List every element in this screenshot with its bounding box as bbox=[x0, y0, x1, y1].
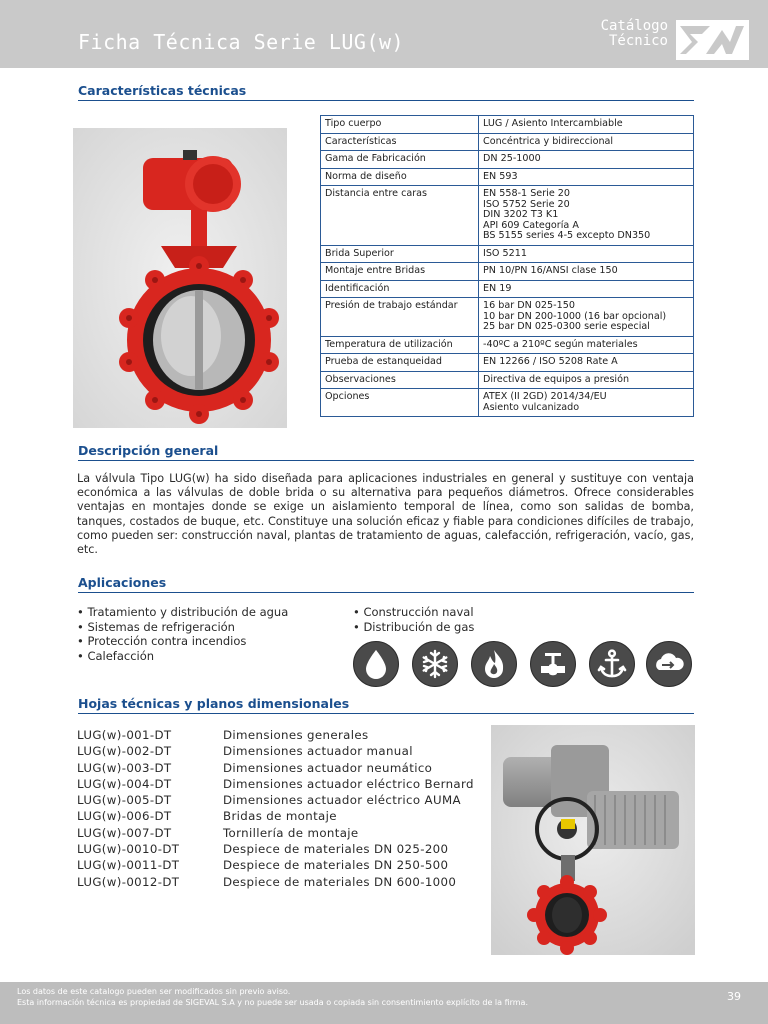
sheet-code: LUG(w)-003-DT bbox=[77, 760, 172, 775]
spec-key: Presión de trabajo estándar bbox=[321, 298, 479, 337]
sheet-code: LUG(w)-006-DT bbox=[77, 809, 172, 824]
list-item bbox=[77, 825, 474, 841]
sheet-code: LUG(w)-0010-DT bbox=[77, 842, 180, 857]
list-item: • Tratamiento y distribución de agua bbox=[77, 605, 288, 620]
spec-key: Prueba de estanqueidad bbox=[321, 354, 479, 372]
catalog-label-line2: Técnico bbox=[608, 33, 668, 49]
list-item: • Construcción naval bbox=[353, 605, 474, 620]
spec-value: LUG / Asiento Intercambiable bbox=[479, 116, 694, 134]
applications-list-right bbox=[353, 605, 474, 634]
section-title-sheets: Hojas técnicas y planos dimensionales bbox=[78, 696, 694, 714]
page-header bbox=[0, 0, 768, 68]
spec-value: EN 19 bbox=[479, 280, 694, 298]
snowflake-icon bbox=[412, 641, 458, 687]
table-row bbox=[321, 245, 694, 263]
table-row bbox=[321, 151, 694, 169]
list-item bbox=[77, 760, 474, 776]
table-row bbox=[321, 298, 694, 337]
spec-value: Directiva de equipos a presión bbox=[479, 371, 694, 389]
spec-key: Montaje entre Bridas bbox=[321, 263, 479, 281]
sheet-description: Dimensiones actuador eléctrico AUMA bbox=[223, 793, 461, 808]
table-row bbox=[321, 389, 694, 417]
spec-value: ISO 5211 bbox=[479, 245, 694, 263]
spec-value: EN 558-1 Serie 20 ISO 5752 Serie 20 DIN 3202 T3 K1 API 609 Categoría A BS 5155 series 4-5 excepto DN350 bbox=[479, 186, 694, 246]
company-logo bbox=[676, 20, 749, 60]
list-item bbox=[77, 776, 474, 792]
section-title-description: Descripción general bbox=[78, 443, 694, 461]
table-row bbox=[321, 336, 694, 354]
footer-line1: Los datos de este catalogo pueden ser modificados sin previo aviso. bbox=[17, 987, 291, 996]
spec-value: Concéntrica y bidireccional bbox=[479, 133, 694, 151]
list-item: • Protección contra incendios bbox=[77, 634, 288, 649]
list-item bbox=[77, 743, 474, 759]
spec-value: PN 10/PN 16/ANSI clase 150 bbox=[479, 263, 694, 281]
spec-value: 16 bar DN 025-150 10 bar DN 200-1000 (16 bar opcional) 25 bar DN 025-0300 serie especial bbox=[479, 298, 694, 337]
table-row bbox=[321, 354, 694, 372]
sheet-code: LUG(w)-007-DT bbox=[77, 825, 172, 840]
applications-list-left bbox=[77, 605, 288, 663]
table-row bbox=[321, 263, 694, 281]
spec-value: DN 25-1000 bbox=[479, 151, 694, 169]
sheet-description: Despiece de materiales DN 600-1000 bbox=[223, 874, 457, 889]
spec-key: Identificación bbox=[321, 280, 479, 298]
list-item bbox=[77, 808, 474, 824]
spec-value: EN 12266 / ISO 5208 Rate A bbox=[479, 354, 694, 372]
sheet-code: LUG(w)-004-DT bbox=[77, 776, 172, 791]
spec-key: Gama de Fabricación bbox=[321, 151, 479, 169]
spec-value: ATEX (II 2GD) 2014/34/EU Asiento vulcanizado bbox=[479, 389, 694, 417]
sheet-code: LUG(w)-001-DT bbox=[77, 728, 172, 742]
spec-key: Distancia entre caras bbox=[321, 186, 479, 246]
water-drop-icon bbox=[353, 641, 399, 687]
page-title: Ficha Técnica Serie LUG(w) bbox=[78, 30, 405, 54]
sheet-description: Dimensiones actuador eléctrico Bernard bbox=[223, 776, 474, 791]
spec-value: -40ºC a 210ºC según materiales bbox=[479, 336, 694, 354]
spec-key: Temperatura de utilización bbox=[321, 336, 479, 354]
valve-electric-photo bbox=[491, 725, 695, 955]
sheet-description: Dimensiones actuador neumático bbox=[223, 760, 433, 775]
catalog-label bbox=[601, 19, 668, 49]
spec-value: EN 593 bbox=[479, 168, 694, 186]
catalog-label-line1: Catálogo bbox=[600, 18, 668, 34]
sheet-description: Bridas de montaje bbox=[223, 809, 337, 824]
spec-key: Tipo cuerpo bbox=[321, 116, 479, 134]
list-item bbox=[77, 727, 474, 743]
section-title-specs: Características técnicas bbox=[78, 83, 694, 101]
list-item: • Calefacción bbox=[77, 649, 288, 664]
page-number: 39 bbox=[727, 990, 741, 1003]
table-row bbox=[321, 186, 694, 246]
page-footer bbox=[0, 982, 768, 1024]
section-title-applications: Aplicaciones bbox=[78, 575, 694, 593]
list-item bbox=[77, 841, 474, 857]
sheet-description: Tornillería de montaje bbox=[223, 825, 359, 840]
spec-key: Características bbox=[321, 133, 479, 151]
spec-key: Norma de diseño bbox=[321, 168, 479, 186]
flame-icon bbox=[471, 641, 517, 687]
list-item bbox=[77, 874, 474, 890]
table-row bbox=[321, 168, 694, 186]
footer-line2: Esta información técnica es propiedad de SIGEVAL S.A y no puede ser usada o copiada sin consentimiento explícito de la firma. bbox=[17, 998, 529, 1007]
list-item: • Distribución de gas bbox=[353, 620, 474, 635]
sheet-code: LUG(w)-002-DT bbox=[77, 744, 172, 759]
table-row bbox=[321, 280, 694, 298]
spec-table bbox=[320, 115, 694, 417]
spec-key: Opciones bbox=[321, 389, 479, 417]
spec-key: Brida Superior bbox=[321, 245, 479, 263]
sheet-code: LUG(w)-005-DT bbox=[77, 793, 172, 808]
sheet-description: Despiece de materiales DN 025-200 bbox=[223, 842, 449, 857]
sheet-code: LUG(w)-0011-DT bbox=[77, 858, 180, 873]
sheet-description: Despiece de materiales DN 250-500 bbox=[223, 858, 449, 873]
footer-disclaimer bbox=[17, 986, 528, 1008]
valve-pneumatic-photo bbox=[73, 128, 287, 428]
description-text: La válvula Tipo LUG(w) ha sido diseñada para aplicaciones industriales en general y sustituye con ventaja económica a las válvulas de doble brida o su alternativa para pequeños diámetros. Ofrece considerables ventajas en montajes donde se exige un aislamiento temporal de línea, como son salidas de bomba, tanques, costados de buque, etc. Constituye una solución eficaz y fiable para condiciones difíciles de trabajo, como pueden ser: construcción naval, plantas de tratamiento de aguas, calefacción, refrigeración, vacío, gas, etc. bbox=[77, 472, 694, 557]
sheet-code: LUG(w)-0012-DT bbox=[77, 874, 180, 889]
list-item: • Sistemas de refrigeración bbox=[77, 620, 288, 635]
table-row bbox=[321, 133, 694, 151]
spec-key: Observaciones bbox=[321, 371, 479, 389]
valve-icon bbox=[530, 641, 576, 687]
list-item bbox=[77, 857, 474, 873]
sheets-list bbox=[77, 727, 474, 890]
gas-cloud-icon bbox=[646, 641, 692, 687]
sheet-description: Dimensiones generales bbox=[223, 728, 369, 742]
table-row bbox=[321, 116, 694, 134]
sheet-description: Dimensiones actuador manual bbox=[223, 744, 413, 759]
table-row bbox=[321, 371, 694, 389]
list-item bbox=[77, 792, 474, 808]
anchor-icon bbox=[589, 641, 635, 687]
